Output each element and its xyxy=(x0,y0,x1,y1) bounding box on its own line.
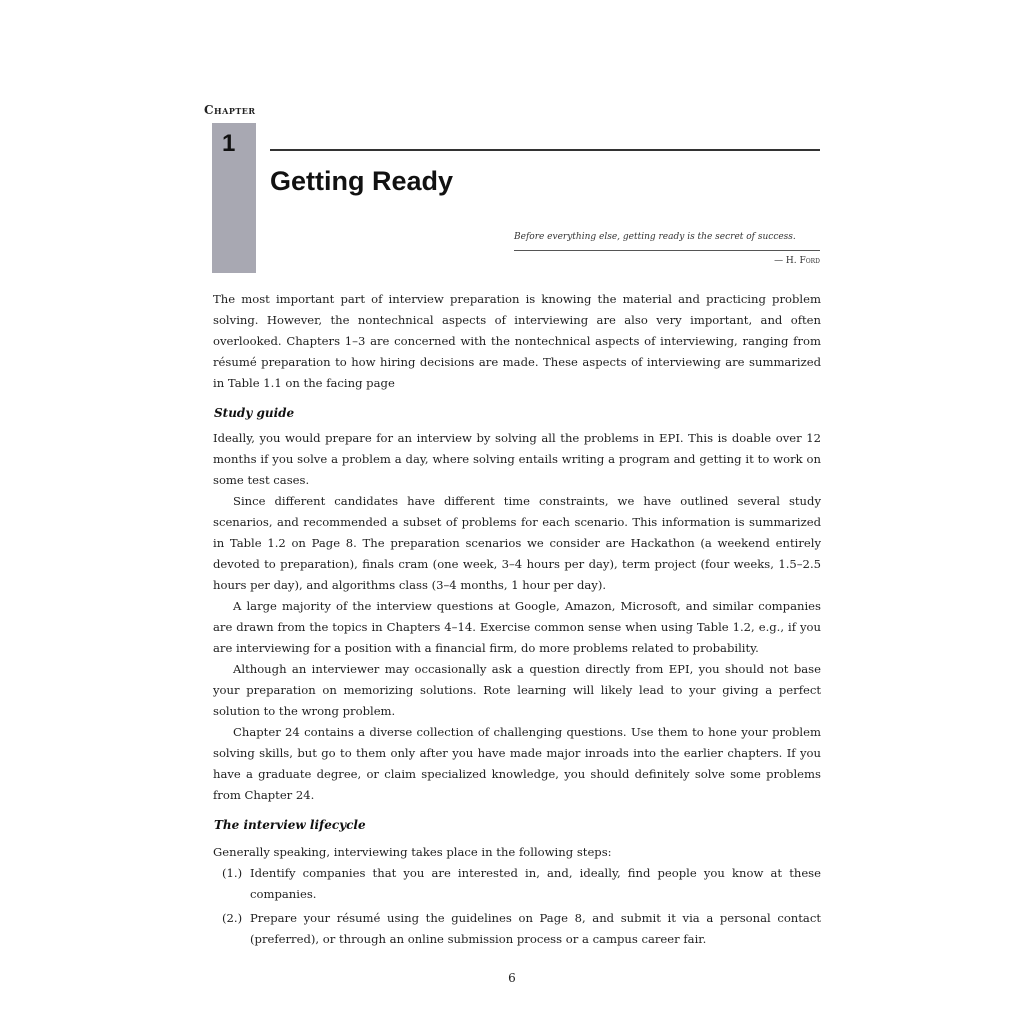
chapter-number: 1 xyxy=(222,130,236,157)
lifecycle-steps xyxy=(214,863,821,953)
chapter-label: Chapter xyxy=(204,103,256,117)
title-rule xyxy=(270,149,820,151)
page-number: 6 xyxy=(508,971,516,985)
list-item xyxy=(214,908,821,950)
study-guide-paragraph: Chapter 24 contains a diverse collection of challenging questions. Use them to hone your problem solving skills, but go to them only after you have made major inroads into the earlier chapters. If you have a graduate degree, or claim specialized knowledge, you should definitely solve some problems from Chapter 24. xyxy=(213,725,821,802)
step-number: (1.) xyxy=(222,866,243,880)
epigraph-quote: Before everything else, getting ready is the secret of success. xyxy=(514,232,796,242)
chapter-title: Getting Ready xyxy=(270,166,454,196)
step-text: Identify companies that you are interested in, and, ideally, find people you know at these companies. xyxy=(250,866,821,901)
study-guide-paragraph: Since different candidates have different time constraints, we have outlined several study scenarios, and recommended a subset of problems for each scenario. This information is summarized in Table 1.2 on Page 8. The preparation scenarios we consider are Hackathon (a weekend entirely devoted to preparation), finals cram (one week, 3–4 hours per day), term project (four weeks, 1.5–2.5 hours per day), and algorithms class (3–4 months, 1 hour per day). xyxy=(213,494,821,592)
epigraph-rule xyxy=(514,250,820,251)
intro-paragraph xyxy=(213,289,821,394)
lifecycle-heading: The interview lifecycle xyxy=(214,818,366,832)
study-guide-body xyxy=(213,428,821,806)
step-text: Prepare your résumé using the guidelines on Page 8, and submit it via a personal contact (preferred), or through an online submission process or a campus career fair. xyxy=(250,911,821,946)
study-guide-heading: Study guide xyxy=(214,406,295,420)
step-number: (2.) xyxy=(222,911,243,925)
study-guide-paragraph: Ideally, you would prepare for an interview by solving all the problems in EPI. This is doable over 12 months if you solve a problem a day, where solving entails writing a program and getting it to work on some test cases. xyxy=(213,431,821,487)
intro-text: The most important part of interview preparation is knowing the material and practicing problem solving. However, the nontechnical aspects of interviewing are also very important, and often overlooked. Chapters 1–3 are concerned with the nontechnical aspects of interviewing, ranging from résumé preparation to how hiring decisions are made. These aspects of interviewing are summarized in Table 1.1 on the facing page xyxy=(213,292,821,390)
epigraph-author: — H. Ford xyxy=(774,256,820,266)
lifecycle-intro xyxy=(213,842,821,863)
lifecycle-intro-text: Generally speaking, interviewing takes place in the following steps: xyxy=(213,845,612,859)
study-guide-paragraph: Although an interviewer may occasionally ask a question directly from EPI, you should not base your preparation on memorizing solutions. Rote learning will likely lead to your giving a perfect solution to the wrong problem. xyxy=(213,662,821,718)
list-item xyxy=(214,863,821,905)
study-guide-paragraph: A large majority of the interview questions at Google, Amazon, Microsoft, and similar companies are drawn from the topics in Chapters 4–14. Exercise common sense when using Table 1.2, e.g., if you are interviewing for a position with a financial firm, do more problems related to probability. xyxy=(213,599,821,655)
